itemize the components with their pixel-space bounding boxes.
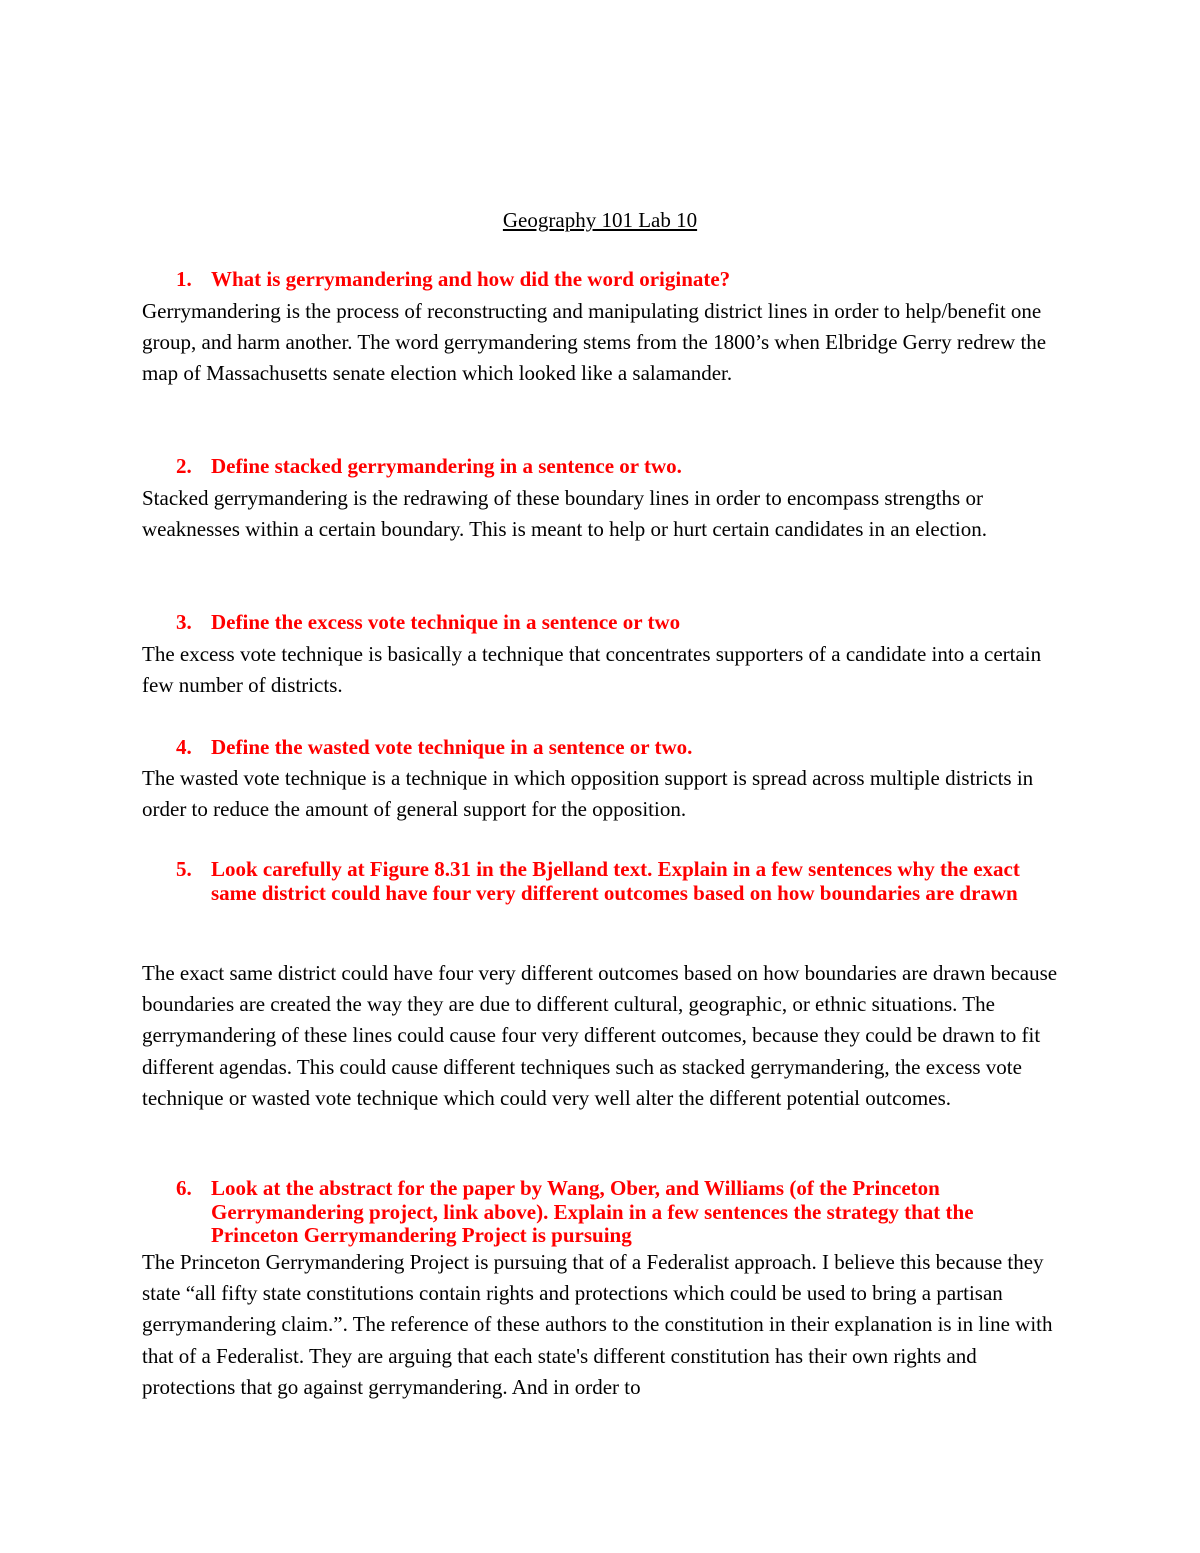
question-text: Define the wasted vote technique in a sentence or two. (211, 735, 693, 759)
question-4 (176, 736, 1056, 760)
answer-6: The Princeton Gerrymandering Project is pursuing that of a Federalist approach. I believe this because they state “all fifty state constitutions contain rights and protections which could be used to bring a partisan gerrymandering claim.”. The reference of these authors to the constitution in their explanation is in line with that of a Federalist. They are arguing that each state's different constitution has their own rights and protections that go against gerrymandering. And in order to (142, 1250, 1053, 1399)
question-text: Look carefully at Figure 8.31 in the Bjelland text. Explain in a few sentences why the exact same district could have four very different outcomes based on how boundaries are drawn (211, 857, 1020, 905)
question-number: 3. (176, 610, 192, 634)
question-6 (176, 1177, 1056, 1248)
question-number: 1. (176, 267, 192, 291)
question-5 (176, 858, 1056, 905)
question-2 (176, 455, 1056, 479)
question-text: Define the excess vote technique in a sentence or two (211, 610, 681, 634)
question-number: 2. (176, 454, 192, 478)
answer-1: Gerrymandering is the process of reconstructing and manipulating district lines in order to help/benefit one group, and harm another. The word gerrymandering stems from the 1800’s when Elbridge Gerry redrew the map of Massachusetts senate election which looked like a salamander. (142, 299, 1047, 386)
answer-3: The excess vote technique is basically a technique that concentrates supporters of a candidate into a certain few number of districts. (142, 642, 1042, 698)
question-1 (176, 268, 1056, 292)
question-number: 6. (176, 1176, 192, 1200)
answer-2: Stacked gerrymandering is the redrawing of these boundary lines in order to encompass strengths or weaknesses within a certain boundary. This is meant to help or hurt certain candidates in an election. (142, 486, 987, 542)
answer-4: The wasted vote technique is a technique in which opposition support is spread across multiple districts in order to reduce the amount of general support for the opposition. (142, 766, 1034, 822)
question-text: Define stacked gerrymandering in a sentence or two. (211, 454, 682, 478)
question-text: Look at the abstract for the paper by Wang, Ober, and Williams (of the Princeton Gerrymandering project, link above). Explain in a few sentences the strategy that the Princeton Gerrymandering Project is pursuing (211, 1176, 974, 1247)
question-number: 5. (176, 857, 192, 881)
question-text: What is gerrymandering and how did the word originate? (211, 267, 731, 291)
question-3 (176, 611, 1056, 635)
document-title: Geography 101 Lab 10 (502, 208, 698, 232)
question-number: 4. (176, 735, 192, 759)
answer-5: The exact same district could have four very different outcomes based on how boundaries are drawn because boundaries are created the way they are due to different cultural, geographic, or ethnic situations. The gerrymandering of these lines could cause four very different outcomes, because they could be drawn to fit different agendas. This could cause different techniques such as stacked gerrymandering, the excess vote technique or wasted vote technique which could very well alter the different potential outcomes. (142, 961, 1058, 1110)
